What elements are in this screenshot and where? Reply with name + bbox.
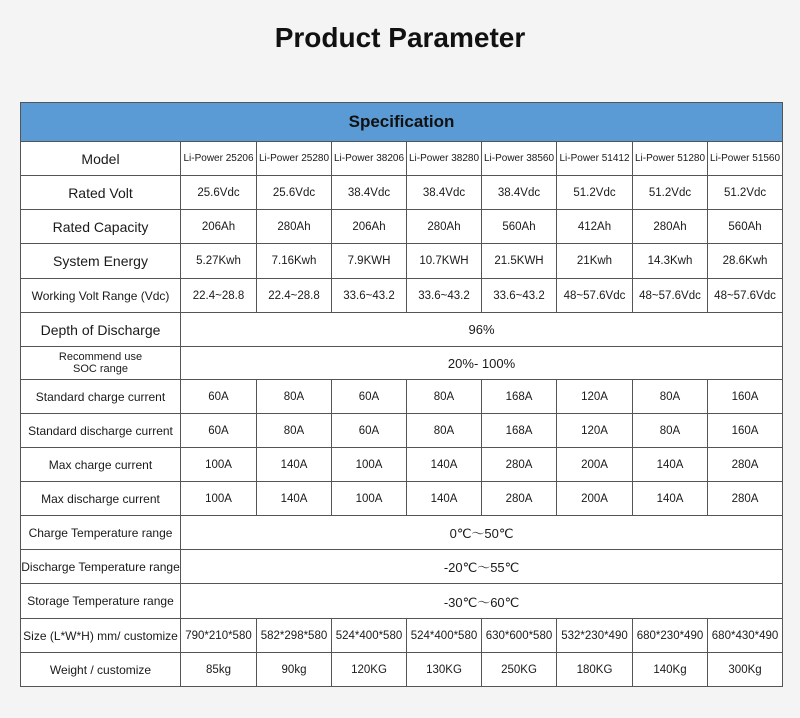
rated-capacity-cell: 560Ah xyxy=(482,210,557,244)
row-label-std-discharge: Standard discharge current xyxy=(21,414,181,448)
rated-capacity-row xyxy=(21,210,783,244)
discharge-temp-row xyxy=(21,550,783,584)
rated-volt-row xyxy=(21,176,783,210)
soc-range-row xyxy=(21,347,783,380)
system-energy-cell: 5.27Kwh xyxy=(181,244,257,279)
system-energy-cell: 21Kwh xyxy=(557,244,633,279)
std-charge-cell: 80A xyxy=(633,380,708,414)
std-charge-cell: 168A xyxy=(482,380,557,414)
std-charge-cell: 60A xyxy=(181,380,257,414)
system-energy-row xyxy=(21,244,783,279)
model-cell: Li-Power 38280 xyxy=(407,142,482,176)
system-energy-cell: 7.9KWH xyxy=(332,244,407,279)
working-volt-row xyxy=(21,279,783,313)
model-cell: Li-Power 51412 xyxy=(557,142,633,176)
max-discharge-cell: 280A xyxy=(482,482,557,516)
rated-capacity-cell: 560Ah xyxy=(708,210,783,244)
model-cell: Li-Power 38560 xyxy=(482,142,557,176)
max-discharge-cell: 140A xyxy=(633,482,708,516)
std-discharge-cell: 80A xyxy=(257,414,332,448)
charge-temp-value: 0℃～50℃ xyxy=(181,516,783,550)
row-label-size: Size (L*W*H) mm/ customize xyxy=(21,619,181,653)
max-discharge-cell: 100A xyxy=(181,482,257,516)
row-label-model: Model xyxy=(21,142,181,176)
row-label-std-charge: Standard charge current xyxy=(21,380,181,414)
std-charge-cell: 80A xyxy=(407,380,482,414)
model-cell: Li-Power 51280 xyxy=(633,142,708,176)
rated-capacity-cell: 280Ah xyxy=(633,210,708,244)
working-volt-cell: 48~57.6Vdc xyxy=(557,279,633,313)
soc-range-value: 20%- 100% xyxy=(181,347,783,380)
model-cell: Li-Power 25280 xyxy=(257,142,332,176)
std-discharge-cell: 60A xyxy=(181,414,257,448)
working-volt-cell: 48~57.6Vdc xyxy=(708,279,783,313)
std-discharge-cell: 60A xyxy=(332,414,407,448)
model-cell: Li-Power 38206 xyxy=(332,142,407,176)
rated-volt-cell: 38.4Vdc xyxy=(407,176,482,210)
max-discharge-cell: 200A xyxy=(557,482,633,516)
working-volt-cell: 33.6~43.2 xyxy=(482,279,557,313)
max-charge-cell: 140A xyxy=(407,448,482,482)
row-label-storage-temp: Storage Temperature range xyxy=(21,584,181,619)
model-cell: Li-Power 51560 xyxy=(708,142,783,176)
rated-volt-cell: 51.2Vdc xyxy=(708,176,783,210)
max-charge-row xyxy=(21,448,783,482)
working-volt-cell: 22.4~28.8 xyxy=(257,279,332,313)
storage-temp-row xyxy=(21,584,783,619)
max-discharge-cell: 140A xyxy=(257,482,332,516)
weight-cell: 85kg xyxy=(181,653,257,687)
row-label-rated-volt: Rated Volt xyxy=(21,176,181,210)
system-energy-cell: 28.6Kwh xyxy=(708,244,783,279)
size-cell: 680*230*490 xyxy=(633,619,708,653)
size-cell: 630*600*580 xyxy=(482,619,557,653)
weight-cell: 90kg xyxy=(257,653,332,687)
max-charge-cell: 280A xyxy=(482,448,557,482)
size-cell: 582*298*580 xyxy=(257,619,332,653)
size-cell: 680*430*490 xyxy=(708,619,783,653)
label-line: Recommend use xyxy=(58,351,143,363)
max-charge-cell: 200A xyxy=(557,448,633,482)
std-charge-cell: 60A xyxy=(332,380,407,414)
depth-discharge-value: 96% xyxy=(181,313,783,347)
std-discharge-cell: 120A xyxy=(557,414,633,448)
std-charge-cell: 160A xyxy=(708,380,783,414)
system-energy-cell: 7.16Kwh xyxy=(257,244,332,279)
rated-capacity-cell: 280Ah xyxy=(257,210,332,244)
std-charge-cell: 120A xyxy=(557,380,633,414)
std-discharge-cell: 160A xyxy=(708,414,783,448)
max-charge-cell: 140A xyxy=(257,448,332,482)
max-discharge-cell: 100A xyxy=(332,482,407,516)
size-cell: 524*400*580 xyxy=(407,619,482,653)
model-row xyxy=(21,142,783,176)
std-discharge-cell: 168A xyxy=(482,414,557,448)
rated-capacity-cell: 206Ah xyxy=(181,210,257,244)
depth-discharge-row xyxy=(21,313,783,347)
discharge-temp-value: -20℃～55℃ xyxy=(181,550,783,584)
max-charge-cell: 280A xyxy=(708,448,783,482)
rated-volt-cell: 38.4Vdc xyxy=(332,176,407,210)
rated-capacity-cell: 206Ah xyxy=(332,210,407,244)
system-energy-cell: 14.3Kwh xyxy=(633,244,708,279)
spec-table xyxy=(20,102,783,687)
max-discharge-cell: 140A xyxy=(407,482,482,516)
spec-header: Specification xyxy=(21,103,783,142)
rated-capacity-cell: 280Ah xyxy=(407,210,482,244)
std-discharge-row xyxy=(21,414,783,448)
size-cell: 532*230*490 xyxy=(557,619,633,653)
std-charge-cell: 80A xyxy=(257,380,332,414)
rated-volt-cell: 51.2Vdc xyxy=(633,176,708,210)
max-charge-cell: 100A xyxy=(181,448,257,482)
working-volt-cell: 22.4~28.8 xyxy=(181,279,257,313)
weight-cell: 130KG xyxy=(407,653,482,687)
charge-temp-row xyxy=(21,516,783,550)
working-volt-cell: 33.6~43.2 xyxy=(332,279,407,313)
weight-cell: 120KG xyxy=(332,653,407,687)
size-cell: 790*210*580 xyxy=(181,619,257,653)
rated-volt-cell: 51.2Vdc xyxy=(557,176,633,210)
row-label-max-charge: Max charge current xyxy=(21,448,181,482)
size-row xyxy=(21,619,783,653)
max-discharge-cell: 280A xyxy=(708,482,783,516)
working-volt-cell: 33.6~43.2 xyxy=(407,279,482,313)
row-label-weight: Weight / customize xyxy=(21,653,181,687)
row-label-soc-range xyxy=(21,347,181,380)
system-energy-cell: 10.7KWH xyxy=(407,244,482,279)
model-cell: Li-Power 25206 xyxy=(181,142,257,176)
rated-volt-cell: 25.6Vdc xyxy=(257,176,332,210)
row-label-rated-capacity: Rated Capacity xyxy=(21,210,181,244)
row-label-depth-discharge: Depth of Discharge xyxy=(21,313,181,347)
weight-cell: 250KG xyxy=(482,653,557,687)
storage-temp-value: -30℃～60℃ xyxy=(181,584,783,619)
size-cell: 524*400*580 xyxy=(332,619,407,653)
row-label-max-discharge: Max discharge current xyxy=(21,482,181,516)
row-label-discharge-temp: Discharge Temperature range xyxy=(21,550,181,584)
rated-volt-cell: 25.6Vdc xyxy=(181,176,257,210)
row-label-system-energy: System Energy xyxy=(21,244,181,279)
rated-volt-cell: 38.4Vdc xyxy=(482,176,557,210)
working-volt-cell: 48~57.6Vdc xyxy=(633,279,708,313)
spec-header-row xyxy=(21,103,783,142)
weight-row xyxy=(21,653,783,687)
row-label-charge-temp: Charge Temperature range xyxy=(21,516,181,550)
page-title: Product Parameter xyxy=(274,22,526,53)
row-label-working-volt: Working Volt Range (Vdc) xyxy=(21,279,181,313)
std-discharge-cell: 80A xyxy=(407,414,482,448)
max-charge-cell: 100A xyxy=(332,448,407,482)
max-discharge-row xyxy=(21,482,783,516)
label-line: SOC range xyxy=(72,363,129,375)
weight-cell: 300Kg xyxy=(708,653,783,687)
rated-capacity-cell: 412Ah xyxy=(557,210,633,244)
std-discharge-cell: 80A xyxy=(633,414,708,448)
std-charge-row xyxy=(21,380,783,414)
weight-cell: 140Kg xyxy=(633,653,708,687)
system-energy-cell: 21.5KWH xyxy=(482,244,557,279)
max-charge-cell: 140A xyxy=(633,448,708,482)
weight-cell: 180KG xyxy=(557,653,633,687)
